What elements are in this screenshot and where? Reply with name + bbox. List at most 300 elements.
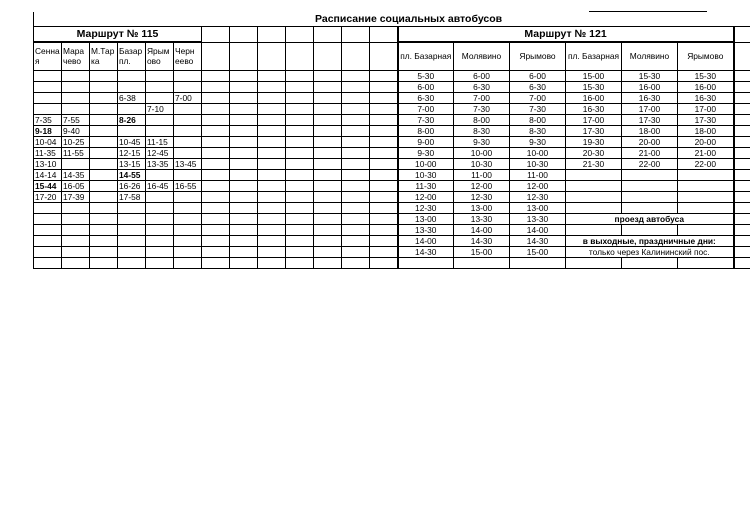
time-cell-115 xyxy=(118,104,146,115)
blank-cell xyxy=(286,93,314,104)
time-cell-115 xyxy=(146,192,174,203)
blank-cell xyxy=(230,82,258,93)
table-row xyxy=(34,192,750,203)
blank-cell xyxy=(258,203,286,214)
time-cell-115 xyxy=(34,203,62,214)
time-cell-115 xyxy=(62,247,90,258)
blank-cell xyxy=(314,247,342,258)
time-cell-115 xyxy=(90,93,118,104)
time-cell-121: 11-00 xyxy=(510,170,566,181)
time-cell-115: 16-45 xyxy=(146,181,174,192)
time-cell-121: 15-00 xyxy=(510,247,566,258)
time-cell-121: 16-30 xyxy=(678,93,734,104)
blank-cell xyxy=(734,93,750,104)
blank-cell xyxy=(314,159,342,170)
time-cell-115 xyxy=(118,126,146,137)
time-cell-121 xyxy=(678,203,734,214)
blank-cell xyxy=(342,82,370,93)
blank-cell xyxy=(258,71,286,82)
stop-name-115: М.Тарка xyxy=(90,42,118,71)
blank-cell xyxy=(566,258,622,269)
time-cell-115 xyxy=(118,203,146,214)
time-cell-121: 13-30 xyxy=(454,214,510,225)
time-cell-115: 14-35 xyxy=(62,170,90,181)
table-row xyxy=(34,159,750,170)
blank-cell xyxy=(370,214,398,225)
time-cell-121: 12-30 xyxy=(510,192,566,203)
blank-cell xyxy=(202,159,230,170)
blank-cell xyxy=(370,93,398,104)
time-cell-121: 16-00 xyxy=(566,93,622,104)
schedule-table xyxy=(33,26,750,269)
time-cell-121: 21-00 xyxy=(622,148,678,159)
blank-cell xyxy=(230,236,258,247)
blank-cell xyxy=(370,137,398,148)
time-cell-115 xyxy=(174,170,202,181)
time-cell-115: 14-14 xyxy=(34,170,62,181)
blank-cell xyxy=(258,148,286,159)
blank-cell xyxy=(314,27,342,43)
blank-cell xyxy=(370,115,398,126)
time-cell-115 xyxy=(174,247,202,258)
table-row xyxy=(34,170,750,181)
time-cell-115 xyxy=(146,93,174,104)
blank-cell xyxy=(230,93,258,104)
route-121-label: Маршрут № 121 xyxy=(398,27,734,43)
time-cell-115: 12-15 xyxy=(118,148,146,159)
time-cell-121: 7-00 xyxy=(454,93,510,104)
time-cell-121: 16-00 xyxy=(622,82,678,93)
time-cell-121: 13-00 xyxy=(454,203,510,214)
table-row xyxy=(34,203,750,214)
time-cell-115 xyxy=(90,214,118,225)
blank-cell xyxy=(230,192,258,203)
time-cell-115: 9-18 xyxy=(34,126,62,137)
blank-cell xyxy=(370,42,398,71)
time-cell-115: 13-35 xyxy=(146,159,174,170)
blank-cell xyxy=(342,115,370,126)
blank-cell xyxy=(734,247,750,258)
time-cell-121: 7-00 xyxy=(398,104,454,115)
blank-cell xyxy=(314,115,342,126)
route-header-row xyxy=(34,27,750,43)
time-cell-115: 8-26 xyxy=(118,115,146,126)
blank-cell xyxy=(314,148,342,159)
time-cell-121: 10-00 xyxy=(398,159,454,170)
blank-cell xyxy=(258,159,286,170)
blank-cell xyxy=(230,148,258,159)
time-cell-115 xyxy=(118,82,146,93)
blank-cell xyxy=(342,181,370,192)
time-cell-115 xyxy=(174,236,202,247)
time-cell-121: 12-00 xyxy=(454,181,510,192)
blank-cell xyxy=(230,159,258,170)
time-cell-115 xyxy=(34,93,62,104)
time-cell-121: 6-30 xyxy=(454,82,510,93)
time-cell-121: 7-30 xyxy=(398,115,454,126)
blank-cell xyxy=(342,236,370,247)
time-cell-115: 7-55 xyxy=(62,115,90,126)
time-cell-115: 6-38 xyxy=(118,93,146,104)
stop-name-115: Черн еево xyxy=(174,42,202,71)
time-cell-121: 14-00 xyxy=(398,236,454,247)
time-cell-115: 11-15 xyxy=(146,137,174,148)
time-cell-121: 22-00 xyxy=(622,159,678,170)
blank-cell xyxy=(342,93,370,104)
time-cell-121 xyxy=(678,181,734,192)
blank-cell xyxy=(734,82,750,93)
blank-cell xyxy=(286,159,314,170)
time-cell-121: 7-30 xyxy=(454,104,510,115)
blank-cell xyxy=(258,247,286,258)
blank-cell xyxy=(286,247,314,258)
time-cell-115 xyxy=(90,225,118,236)
blank-cell xyxy=(286,148,314,159)
time-cell-115 xyxy=(62,225,90,236)
time-cell-121 xyxy=(566,192,622,203)
time-cell-121: 15-30 xyxy=(622,71,678,82)
time-cell-115 xyxy=(90,203,118,214)
time-cell-115 xyxy=(90,104,118,115)
time-cell-121: 13-30 xyxy=(398,225,454,236)
time-cell-115 xyxy=(62,104,90,115)
time-cell-121: 11-30 xyxy=(398,181,454,192)
time-cell-115 xyxy=(118,258,146,269)
table-row xyxy=(34,258,750,269)
time-cell-115 xyxy=(118,236,146,247)
blank-cell xyxy=(342,159,370,170)
blank-cell xyxy=(286,71,314,82)
blank-cell xyxy=(370,71,398,82)
note-cell: в выходные, праздничные дни: xyxy=(566,236,734,247)
blank-cell xyxy=(678,258,734,269)
blank-cell xyxy=(342,203,370,214)
time-cell-115: 16-55 xyxy=(174,181,202,192)
stop-name-115: Марачево xyxy=(62,42,90,71)
blank-cell xyxy=(258,137,286,148)
time-cell-121: 13-00 xyxy=(398,214,454,225)
stop-name-121: Ярымово xyxy=(678,42,734,71)
time-cell-115 xyxy=(146,258,174,269)
time-cell-115 xyxy=(118,71,146,82)
blank-cell xyxy=(258,82,286,93)
time-cell-121: 10-00 xyxy=(454,148,510,159)
time-cell-115 xyxy=(146,225,174,236)
time-cell-115 xyxy=(174,126,202,137)
time-cell-121: 8-00 xyxy=(398,126,454,137)
blank-cell xyxy=(286,27,314,43)
time-cell-115 xyxy=(174,203,202,214)
time-cell-121: 17-00 xyxy=(566,115,622,126)
blank-cell xyxy=(258,126,286,137)
time-cell-115: 16-26 xyxy=(118,181,146,192)
time-cell-115 xyxy=(146,247,174,258)
time-cell-121 xyxy=(622,225,678,236)
blank-cell xyxy=(286,192,314,203)
blank-cell xyxy=(370,170,398,181)
time-cell-121: 7-30 xyxy=(510,104,566,115)
time-cell-115 xyxy=(90,159,118,170)
blank-cell xyxy=(370,225,398,236)
time-cell-115 xyxy=(174,71,202,82)
time-cell-121: 12-00 xyxy=(398,192,454,203)
blank-cell xyxy=(202,82,230,93)
table-row xyxy=(34,126,750,137)
stop-name-121: Молявино xyxy=(454,42,510,71)
time-cell-115 xyxy=(174,137,202,148)
blank-cell xyxy=(342,27,370,43)
time-cell-115: 7-00 xyxy=(174,93,202,104)
table-row xyxy=(34,247,750,258)
time-cell-121: 17-30 xyxy=(678,115,734,126)
blank-cell xyxy=(258,27,286,43)
time-cell-121: 20-30 xyxy=(566,148,622,159)
time-cell-115 xyxy=(90,137,118,148)
time-cell-115 xyxy=(118,225,146,236)
time-cell-121: 22-00 xyxy=(678,159,734,170)
blank-cell xyxy=(230,225,258,236)
time-cell-121: 6-30 xyxy=(398,93,454,104)
time-cell-121 xyxy=(678,192,734,203)
table-row xyxy=(34,137,750,148)
time-cell-115: 17-58 xyxy=(118,192,146,203)
time-cell-121: 14-30 xyxy=(510,236,566,247)
blank-cell xyxy=(258,214,286,225)
blank-cell xyxy=(370,82,398,93)
blank-cell xyxy=(202,214,230,225)
blank-cell xyxy=(286,126,314,137)
blank-cell xyxy=(314,203,342,214)
time-cell-121: 18-00 xyxy=(622,126,678,137)
time-cell-121: 20-00 xyxy=(622,137,678,148)
blank-cell xyxy=(370,247,398,258)
stop-name-121: Молявино xyxy=(622,42,678,71)
time-cell-121: 10-30 xyxy=(398,170,454,181)
blank-cell xyxy=(734,192,750,203)
time-cell-121: 17-30 xyxy=(566,126,622,137)
blank-cell xyxy=(342,71,370,82)
blank-cell xyxy=(230,203,258,214)
blank-cell xyxy=(314,137,342,148)
time-cell-121: 13-00 xyxy=(510,203,566,214)
time-cell-121: 19-30 xyxy=(566,137,622,148)
blank-cell xyxy=(370,159,398,170)
time-cell-121 xyxy=(622,192,678,203)
blank-cell xyxy=(286,181,314,192)
table-row xyxy=(34,93,750,104)
blank-cell xyxy=(314,42,342,71)
blank-cell xyxy=(734,214,750,225)
blank-cell xyxy=(314,93,342,104)
time-cell-121: 14-30 xyxy=(398,247,454,258)
time-cell-115 xyxy=(90,192,118,203)
time-cell-121 xyxy=(566,203,622,214)
time-cell-115 xyxy=(146,82,174,93)
blank-cell xyxy=(342,214,370,225)
blank-cell xyxy=(258,104,286,115)
time-cell-115 xyxy=(146,71,174,82)
time-cell-121: 8-30 xyxy=(454,126,510,137)
time-cell-115: 10-04 xyxy=(34,137,62,148)
time-cell-121: 10-30 xyxy=(454,159,510,170)
time-cell-115 xyxy=(34,82,62,93)
time-cell-115 xyxy=(90,71,118,82)
time-cell-121: 7-00 xyxy=(510,93,566,104)
time-cell-121: 6-30 xyxy=(510,82,566,93)
time-cell-121: 8-30 xyxy=(510,126,566,137)
blank-cell xyxy=(202,137,230,148)
blank-cell xyxy=(734,225,750,236)
blank-cell xyxy=(286,258,314,269)
blank-cell xyxy=(370,236,398,247)
blank-cell xyxy=(202,225,230,236)
time-cell-115 xyxy=(90,148,118,159)
blank-cell xyxy=(286,137,314,148)
blank-cell xyxy=(370,148,398,159)
time-cell-115: 11-55 xyxy=(62,148,90,159)
time-cell-121: 12-30 xyxy=(454,192,510,203)
time-cell-121: 16-30 xyxy=(566,104,622,115)
time-cell-121: 11-00 xyxy=(454,170,510,181)
blank-cell xyxy=(734,42,750,71)
blank-cell xyxy=(286,225,314,236)
time-cell-115: 10-25 xyxy=(62,137,90,148)
time-cell-115 xyxy=(90,82,118,93)
time-cell-115 xyxy=(174,192,202,203)
time-cell-121: 13-30 xyxy=(510,214,566,225)
time-cell-115 xyxy=(118,247,146,258)
blank-cell xyxy=(258,258,286,269)
blank-cell xyxy=(734,203,750,214)
time-cell-115 xyxy=(62,214,90,225)
time-cell-121: 10-00 xyxy=(510,148,566,159)
time-cell-121: 15-00 xyxy=(454,247,510,258)
blank-cell xyxy=(734,115,750,126)
time-cell-115 xyxy=(146,170,174,181)
time-cell-115 xyxy=(62,82,90,93)
time-cell-115 xyxy=(34,236,62,247)
time-cell-121: 15-30 xyxy=(678,71,734,82)
stop-name-121: пл. Базарная xyxy=(566,42,622,71)
stop-name-115: Базар пл. xyxy=(118,42,146,71)
time-cell-115 xyxy=(146,236,174,247)
table-row xyxy=(34,214,750,225)
blank-cell xyxy=(202,192,230,203)
blank-cell xyxy=(510,258,566,269)
table-row xyxy=(34,82,750,93)
time-cell-115 xyxy=(90,236,118,247)
time-cell-115 xyxy=(146,115,174,126)
blank-cell xyxy=(258,93,286,104)
blank-cell xyxy=(342,126,370,137)
time-cell-121: 15-00 xyxy=(566,71,622,82)
time-cell-115 xyxy=(90,170,118,181)
blank-cell xyxy=(342,104,370,115)
time-cell-115: 15-44 xyxy=(34,181,62,192)
blank-cell xyxy=(314,214,342,225)
stop-name-121: пл. Базарная xyxy=(398,42,454,71)
blank-cell xyxy=(286,236,314,247)
time-cell-115 xyxy=(90,115,118,126)
time-cell-121: 17-00 xyxy=(622,104,678,115)
time-cell-121: 9-30 xyxy=(454,137,510,148)
blank-cell xyxy=(230,104,258,115)
time-cell-121: 21-30 xyxy=(566,159,622,170)
time-cell-121: 8-00 xyxy=(510,115,566,126)
time-cell-115 xyxy=(34,225,62,236)
time-cell-115 xyxy=(174,115,202,126)
blank-cell xyxy=(734,159,750,170)
blank-cell xyxy=(370,192,398,203)
time-cell-121: 14-00 xyxy=(454,225,510,236)
time-cell-121 xyxy=(622,203,678,214)
time-cell-121 xyxy=(678,170,734,181)
time-cell-115 xyxy=(174,104,202,115)
table-row xyxy=(34,225,750,236)
time-cell-115: 17-39 xyxy=(62,192,90,203)
table-row xyxy=(34,104,750,115)
blank-cell xyxy=(202,181,230,192)
time-cell-121: 21-00 xyxy=(678,148,734,159)
table-row xyxy=(34,181,750,192)
table-row xyxy=(34,115,750,126)
blank-cell xyxy=(258,42,286,71)
blank-cell xyxy=(342,258,370,269)
blank-cell xyxy=(314,170,342,181)
blank-cell xyxy=(286,42,314,71)
blank-cell xyxy=(734,148,750,159)
table-row xyxy=(34,71,750,82)
blank-cell xyxy=(454,258,510,269)
blank-cell xyxy=(370,258,398,269)
blank-cell xyxy=(230,115,258,126)
time-cell-121 xyxy=(566,225,622,236)
time-cell-115: 14-55 xyxy=(118,170,146,181)
blank-cell xyxy=(258,170,286,181)
blank-cell xyxy=(314,192,342,203)
time-cell-121 xyxy=(622,181,678,192)
blank-cell xyxy=(202,93,230,104)
time-cell-115: 13-10 xyxy=(34,159,62,170)
blank-cell xyxy=(258,236,286,247)
blank-cell xyxy=(202,203,230,214)
blank-cell xyxy=(734,27,750,43)
blank-cell xyxy=(342,137,370,148)
blank-cell xyxy=(370,104,398,115)
time-cell-121: 20-00 xyxy=(678,137,734,148)
time-cell-115 xyxy=(34,247,62,258)
blank-cell xyxy=(314,71,342,82)
blank-cell xyxy=(230,170,258,181)
time-cell-115 xyxy=(146,126,174,137)
time-cell-115 xyxy=(174,82,202,93)
blank-cell xyxy=(230,126,258,137)
blank-cell xyxy=(286,214,314,225)
blank-cell xyxy=(342,148,370,159)
time-cell-115 xyxy=(174,148,202,159)
time-cell-115: 13-15 xyxy=(118,159,146,170)
time-cell-115: 10-45 xyxy=(118,137,146,148)
time-cell-115 xyxy=(90,126,118,137)
blank-cell xyxy=(202,148,230,159)
blank-cell xyxy=(202,27,230,43)
blank-cell xyxy=(202,115,230,126)
blank-cell xyxy=(202,42,230,71)
time-cell-115 xyxy=(34,71,62,82)
time-cell-115 xyxy=(34,214,62,225)
time-cell-121: 16-30 xyxy=(622,93,678,104)
time-cell-115 xyxy=(146,214,174,225)
